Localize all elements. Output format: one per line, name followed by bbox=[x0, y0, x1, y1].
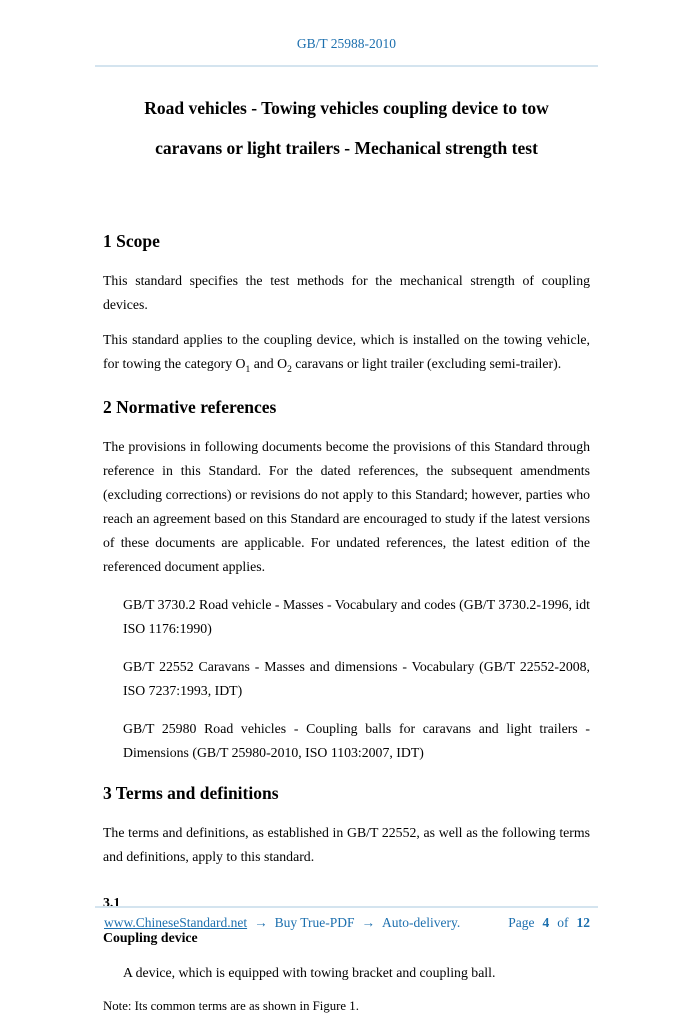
chinesestandard-link[interactable]: www.ChineseStandard.net bbox=[104, 915, 248, 930]
footer-buy-text: Buy True-PDF bbox=[274, 915, 355, 930]
term-number: 3.1 bbox=[103, 895, 121, 910]
page-of-label: of bbox=[557, 915, 569, 930]
section-heading-normative-references: 2 Normative references bbox=[103, 397, 277, 417]
document-body bbox=[103, 229, 590, 1017]
term-note: Note: Its common terms are as shown in Figure 1. bbox=[103, 999, 359, 1013]
page-current-number: 4 bbox=[542, 915, 550, 930]
doc-number-header: GB/T 25988-2010 bbox=[296, 36, 397, 51]
scope-p2-part2: and O bbox=[250, 356, 288, 371]
page-indicator bbox=[508, 915, 590, 931]
footer-divider bbox=[95, 906, 598, 908]
footer-row bbox=[95, 915, 598, 931]
scope-paragraph-2 bbox=[103, 328, 590, 376]
section-heading-terms-definitions: 3 Terms and definitions bbox=[103, 783, 279, 803]
document-title bbox=[0, 88, 693, 168]
term-name: Coupling device bbox=[103, 930, 198, 945]
header-divider bbox=[95, 65, 598, 67]
scope-paragraph-1: This standard specifies the test methods for the mechanical strength of coupling devices. bbox=[103, 273, 590, 312]
reference-item: GB/T 3730.2 Road vehicle - Masses - Vocabulary and codes (GB/T 3730.2-1996, idt ISO 1176:1990) bbox=[123, 597, 590, 636]
reference-item: GB/T 25980 Road vehicles - Coupling balls for caravans and light trailers - Dimensions (GB/T 25980-2010, ISO 1103:2007, IDT) bbox=[123, 721, 590, 760]
subscript-o2: 2 bbox=[287, 364, 292, 375]
arrow-right-icon: → bbox=[254, 915, 268, 930]
term-definition: A device, which is equipped with towing bracket and coupling ball. bbox=[123, 965, 496, 980]
document-title-line2: caravans or light trailers - Mechanical strength test bbox=[155, 138, 538, 158]
arrow-right-icon: → bbox=[361, 915, 376, 930]
page-label: Page bbox=[508, 915, 535, 930]
footer-branding bbox=[104, 915, 460, 931]
scope-p2-part3: caravans or light trailer (excluding semi-trailer). bbox=[291, 356, 562, 371]
document-title-line1: Road vehicles - Towing vehicles coupling device to tow bbox=[144, 98, 549, 118]
footer-delivery-text: Auto-delivery. bbox=[382, 915, 461, 930]
page-footer bbox=[95, 906, 598, 931]
terms-intro-paragraph: The terms and definitions, as established in GB/T 22552, as well as the following terms and definitions, apply to this standard. bbox=[103, 825, 590, 864]
reference-item: GB/T 22552 Caravans - Masses and dimensions - Vocabulary (GB/T 22552-2008, ISO 7237:1993, IDT) bbox=[123, 659, 590, 698]
subscript-o1: 1 bbox=[245, 364, 251, 375]
scope-p2-part1: This standard applies to the coupling device, which is installed on the towing vehicle, for towing the category O bbox=[103, 332, 590, 371]
page-total-number: 12 bbox=[576, 915, 590, 930]
normative-intro-paragraph: The provisions in following documents become the provisions of this Standard through reference in this Standard. For the dated references, the subsequent amendments (excluding corrections) or revisions do not apply to this Standard; however, parties who reach an agreement based on this Standard are encouraged to study if the latest versions of these documents are applicable. For undated references, the latest edition of the referenced document applies. bbox=[103, 439, 590, 574]
section-heading-scope: 1 Scope bbox=[103, 231, 160, 251]
